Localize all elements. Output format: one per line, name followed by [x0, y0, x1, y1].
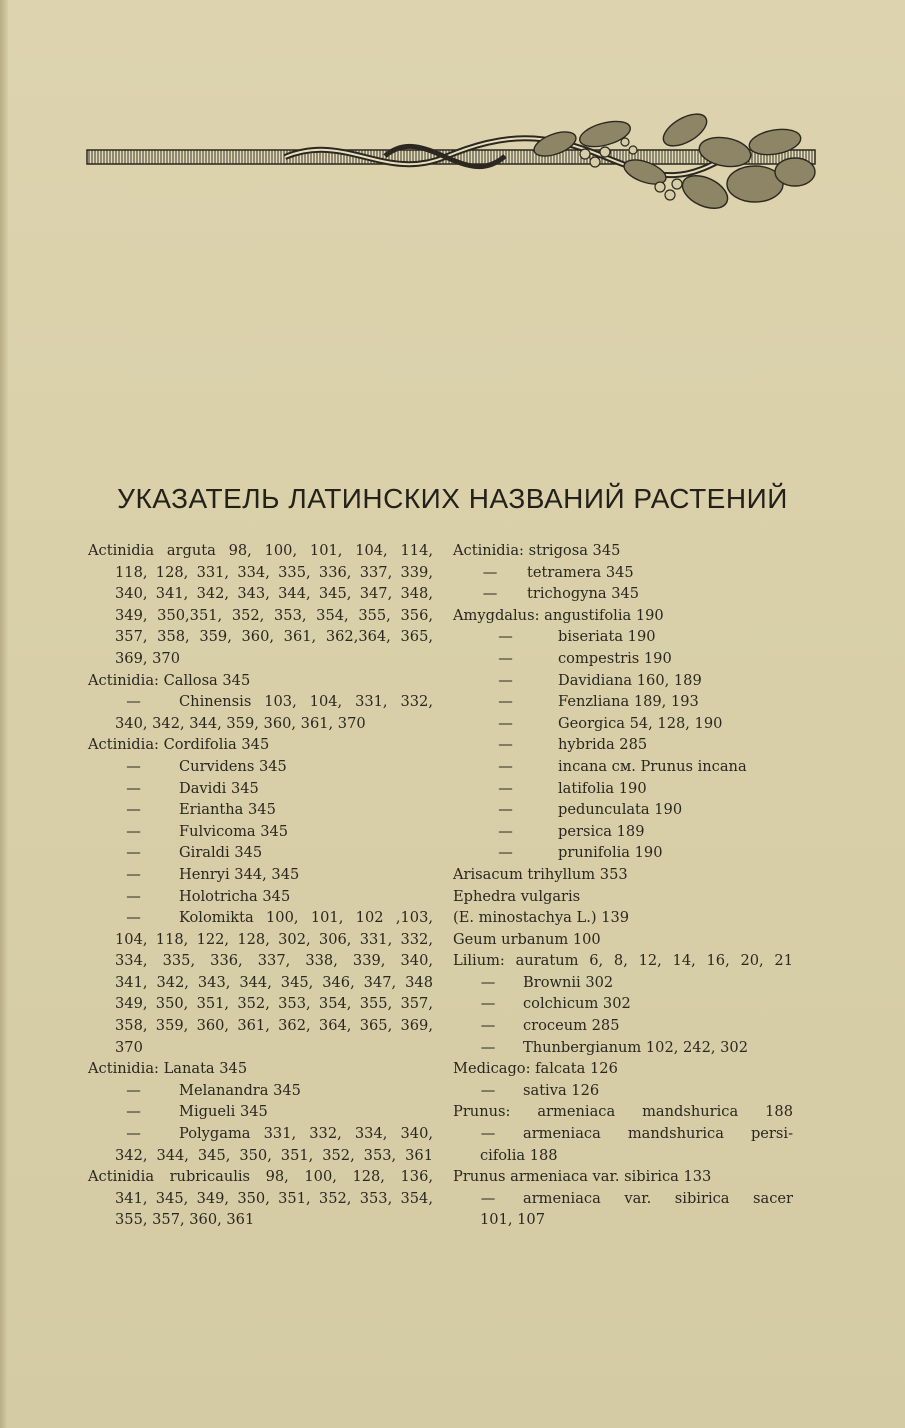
ditto-dash: —: [126, 822, 141, 840]
ditto-dash: —: [126, 693, 141, 711]
index-entry-text: latifolia 190: [558, 779, 647, 797]
index-entry: Actinidia: Callosa 345: [88, 671, 251, 689]
index-entry: [453, 562, 793, 584]
ditto-dash: —: [482, 585, 498, 603]
index-entry: [88, 778, 433, 800]
ditto-dash: —: [126, 757, 141, 775]
index-entry-text: Davidi 345: [179, 779, 259, 797]
index-entry-text: Thunbergianum 102, 242, 302: [523, 1038, 748, 1056]
ditto-dash: —: [480, 1081, 496, 1099]
index-entry: Actinidia: Cordifolia 345: [88, 736, 270, 754]
index-entry: 340, 341, 342, 343, 344, 345, 347, 348,: [115, 585, 433, 603]
ditto-dash: —: [498, 693, 513, 711]
index-entry: Actinidia: Lanata 345: [88, 1060, 248, 1078]
page-edge: [0, 0, 8, 1428]
index-entry-text: Melanandra 345: [179, 1081, 301, 1099]
ditto-dash: —: [498, 649, 513, 667]
index-entry-text: tetramera 345: [527, 563, 634, 581]
index-entry-text: trichogyna 345: [527, 585, 640, 603]
index-entry: cifolia 188: [480, 1146, 558, 1164]
index-entry: 101, 107: [480, 1211, 545, 1229]
index-entry-text: colchicum 302: [523, 995, 631, 1013]
index-entry-text: incana см. Prunus incana: [558, 757, 747, 775]
index-entry-text: prunifolia 190: [558, 844, 663, 862]
index-entry: Amygdalus: angustifolia 190: [453, 606, 664, 624]
ditto-dash: —: [126, 779, 141, 797]
index-entry: [88, 886, 433, 908]
ditto-dash: —: [498, 628, 513, 646]
index-entry-text: persica 189: [558, 822, 645, 840]
index-entry: [453, 1015, 793, 1037]
index-entry: Actinidia arguta 98, 100, 101, 104, 114,: [88, 542, 433, 559]
index-entry: 104, 118, 122, 128, 302, 306, 331, 332,: [115, 930, 433, 948]
decorative-vine-ornament: [85, 112, 817, 220]
ditto-dash: —: [498, 822, 513, 840]
index-entry: [453, 842, 793, 864]
index-entry-text: Kolomikta 100, 101, 102 ,103,: [179, 909, 433, 927]
index-entry: [453, 1037, 793, 1059]
index-entry: 342, 344, 345, 350, 351, 352, 353, 361: [115, 1146, 433, 1164]
index-entry: [88, 907, 433, 929]
index-entry-text: Fenzliana 189, 193: [558, 693, 699, 711]
ditto-dash: —: [498, 801, 513, 819]
index-entry-text: compestris 190: [558, 649, 672, 667]
ditto-dash: —: [126, 844, 141, 862]
index-entry: [453, 778, 793, 800]
index-entry-text: Curvidens 345: [179, 757, 287, 775]
ditto-dash: —: [126, 1081, 141, 1099]
index-entry-text: armeniaca mandshurica persi-: [523, 1125, 793, 1143]
index-entry: [88, 864, 433, 886]
index-entry: [453, 583, 793, 605]
index-entry: Ephedra vulgaris: [453, 887, 581, 905]
ditto-dash: —: [126, 1103, 141, 1121]
index-entry: [88, 842, 433, 864]
index-entry: 369, 370: [115, 649, 180, 667]
index-entry: 355, 357, 360, 361: [115, 1211, 255, 1229]
ditto-dash: —: [480, 1017, 496, 1035]
index-entry: [88, 756, 433, 778]
index-entry-text: armeniaca var. sibirica sacer: [523, 1189, 793, 1207]
index-entry: 341, 345, 349, 350, 351, 352, 353, 354,: [115, 1189, 433, 1207]
index-entry: [88, 821, 433, 843]
index-entry: [453, 756, 793, 778]
ditto-dash: —: [482, 563, 498, 581]
index-entry: 358, 359, 360, 361, 362, 364, 365, 369,: [115, 1017, 433, 1035]
index-entry-text: Giraldi 345: [179, 844, 263, 862]
index-entry: [88, 1123, 433, 1145]
index-entry: [453, 1080, 793, 1102]
index-entry: [453, 626, 793, 648]
index-entry-text: pedunculata 190: [558, 801, 683, 819]
index-entry-text: Migueli 345: [179, 1103, 268, 1121]
page-title: УКАЗАТЕЛЬ ЛАТИНСКИХ НАЗВАНИЙ РАСТЕНИЙ: [117, 483, 788, 514]
index-entry: 349, 350,351, 352, 353, 354, 355, 356,: [115, 606, 433, 624]
index-entry: [453, 1188, 793, 1210]
index-entry: [88, 1080, 433, 1102]
index-entry: [453, 799, 793, 821]
index-entry: [453, 691, 793, 713]
ditto-dash: —: [498, 757, 513, 775]
ditto-dash: —: [498, 844, 513, 862]
ditto-dash: —: [498, 671, 513, 689]
ditto-dash: —: [480, 973, 496, 991]
ditto-dash: —: [480, 995, 496, 1013]
ditto-dash: —: [126, 1125, 141, 1143]
ditto-dash: —: [498, 736, 513, 754]
ditto-dash: —: [480, 1125, 496, 1143]
index-entry: Arisacum trihyllum 353: [453, 865, 628, 883]
ditto-dash: —: [126, 865, 141, 883]
ditto-dash: —: [126, 801, 141, 819]
index-entry: Prunus armeniaca var. sibirica 133: [453, 1168, 712, 1186]
index-entry: [88, 1101, 433, 1123]
index-entry: [88, 799, 433, 821]
index-entry: 357, 358, 359, 360, 361, 362,364, 365,: [115, 628, 433, 646]
index-entry-text: Georgica 54, 128, 190: [558, 714, 723, 732]
index-entry: [453, 821, 793, 843]
index-entry: Actinidia rubricaulis 98, 100, 128, 136,: [88, 1168, 433, 1186]
index-entry: 118, 128, 331, 334, 335, 336, 337, 339,: [115, 563, 433, 581]
index-entry: [453, 972, 793, 994]
index-entry: [453, 1123, 793, 1145]
index-entry: [453, 734, 793, 756]
index-entry-text: Holotricha 345: [179, 887, 291, 905]
ditto-dash: —: [480, 1189, 496, 1207]
index-entry-text: Chinensis 103, 104, 331, 332,: [179, 693, 433, 711]
index-entry: 349, 350, 351, 352, 353, 354, 355, 357,: [115, 995, 433, 1013]
ditto-dash: —: [126, 887, 141, 905]
ditto-dash: —: [126, 909, 141, 927]
index-column-right: [453, 540, 793, 1231]
index-entry: Prunus: armeniaca mandshurica 188: [453, 1103, 793, 1121]
index-entry-text: croceum 285: [523, 1017, 620, 1035]
ditto-dash: —: [480, 1038, 496, 1056]
index-entry-text: Davidiana 160, 189: [558, 671, 702, 689]
index-entry-text: Henryi 344, 345: [179, 865, 300, 883]
index-entry-text: Eriantha 345: [179, 801, 276, 819]
ditto-dash: —: [498, 714, 513, 732]
index-entry-text: sativa 126: [523, 1081, 600, 1099]
index-entry: 334, 335, 336, 337, 338, 339, 340,: [115, 952, 433, 970]
index-entry: (E. minostachya L.) 139: [453, 909, 630, 927]
index-entry-text: hybrida 285: [558, 736, 648, 754]
index-entry: [88, 691, 433, 713]
index-entry-text: biseriata 190: [558, 628, 656, 646]
index-entry: [453, 648, 793, 670]
index-entry-text: Brownii 302: [523, 973, 614, 991]
ditto-dash: —: [498, 779, 513, 797]
index-entry: [453, 993, 793, 1015]
index-entry: 340, 342, 344, 359, 360, 361, 370: [115, 714, 366, 732]
index-entry: 370: [115, 1038, 143, 1056]
index-entry-text: Polygama 331, 332, 334, 340,: [179, 1125, 433, 1143]
index-entry-text: Fulvicoma 345: [179, 822, 289, 840]
index-entry: Geum urbanum 100: [453, 930, 601, 948]
index-entry: Medicago: falcata 126: [453, 1060, 618, 1078]
index-entry: [453, 713, 793, 735]
index-entry: Lilium: auratum 6, 8, 12, 14, 16, 20, 21: [453, 952, 793, 970]
index-column-left: [88, 540, 433, 1231]
index-entry: Actinidia: strigosa 345: [453, 542, 621, 559]
index-entry: 341, 342, 343, 344, 345, 346, 347, 348: [115, 973, 433, 991]
index-entry: [453, 670, 793, 692]
